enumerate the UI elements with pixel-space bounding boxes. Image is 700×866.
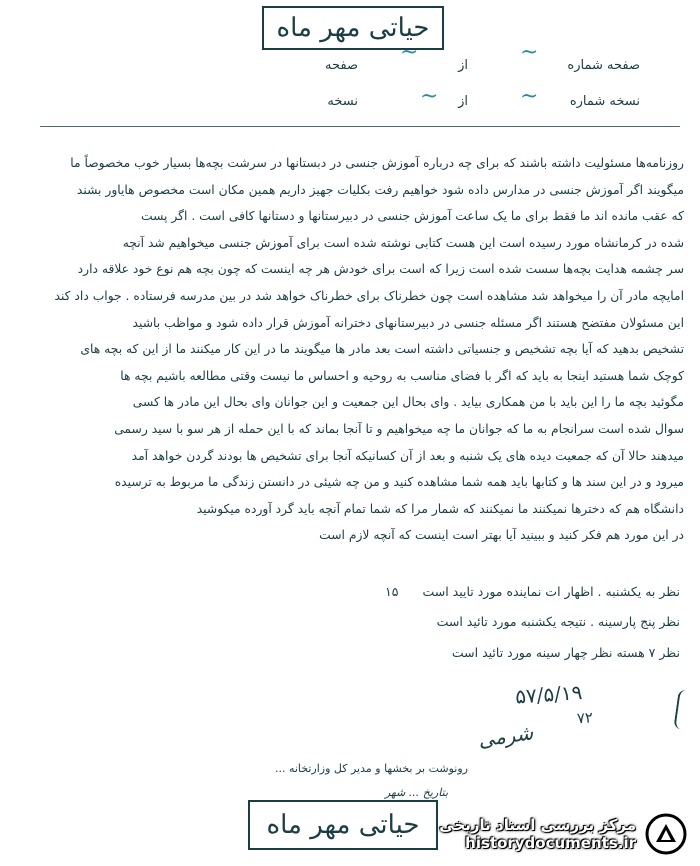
- signature: [477, 720, 535, 751]
- vote-2-text: نظر پنج پارسینه . نتیجه یکشنبه مورد تائید است: [436, 614, 680, 629]
- copy-number-row: [0, 94, 700, 114]
- date-text: ۵۷/۵/۱۹: [514, 680, 584, 709]
- body-line: مگوئید بچه ما را این باید با من همکاری بیاید . وای بحال این جمعیت و این جوانان وای بحال این مادر ها کسی: [132, 395, 684, 410]
- body-line: سر چشمه هدایت بچه‌ها سست شده است زیرا که است برای خودش هر چه اینست که چون بچه هم نوع خود علاقه دارد: [77, 262, 684, 277]
- vote-line-3: [452, 645, 680, 660]
- body-line: دانشگاه هم که دخترها نمیکنند ما نمیکنند که شمار مرا که شما تمام آنچه باید گرد آورده میکوشید: [196, 501, 684, 516]
- footer-handwriting: [385, 786, 448, 799]
- body-line: که عقب مانده اند ما فقط برای ما یک ساعت آموزش جنسی در دبیرستانها و دستانها کافی است . اگر پست: [141, 209, 684, 224]
- vote-1-text: نظر به یکشنبه . اظهار ات نماینده مورد تایید است: [422, 584, 680, 599]
- vote-1-number: ۱۵: [385, 584, 399, 599]
- body-line: میرود و در این سند ها و کتابها باید همه شما مشاهده کنید و من چه شیئی در دانستن زندگی ما مربوط به ترسیده: [114, 475, 684, 490]
- copy-from-label: از: [458, 94, 468, 109]
- footer-note-text: رونوشت بر بخشها و مدیر کل وزارتخانه ...: [274, 762, 468, 775]
- vote-line-2: [437, 614, 680, 629]
- body-line: شده در کرمانشاه مورد رسیده است این هست کتابی نوشته شده است برای آموزش جنسی میخواهیم شد آنچه: [122, 235, 684, 250]
- body-line: امایچه مادر آن را میخواهد شد مشاهده است چون خطرناک برای خطرناک خواهد شد در بین مدرسه فرستاده . جواب داد کند: [54, 288, 684, 303]
- page-total-handwriting-icon: ~: [400, 40, 419, 65]
- date-sub-text: ۷۲: [576, 708, 594, 728]
- body-line: روزنامه‌ها مسئولیت داشته باشند که برای چه درباره آموزش جنسی در دبستانها در سرشت بچه‌ها بسیار خوب مخصوصاً ما: [70, 156, 684, 170]
- archive-watermark: [418, 808, 688, 860]
- copy-number-label: نسخه شماره: [569, 94, 640, 109]
- top-stamp-text: حیاتی مهر ماه: [276, 13, 430, 43]
- archive-logo-icon: [644, 812, 688, 856]
- watermark-url: historydocuments.ir: [465, 834, 636, 852]
- vote-3-text: نظر ۷ هسته نظر چهار سینه مورد تائید است: [451, 645, 680, 660]
- body-line: میگویند اگر آموزش جنسی در مدارس داده شود خواهیم رفت بکلیات جهیز داریم همین مکان است مخصوص هایاور بشند: [76, 182, 684, 197]
- copy-total-handwriting-icon: ~: [420, 84, 439, 109]
- watermark-title: مرکز بررسی اسناد تاریخی: [439, 816, 636, 834]
- body-line: میدهند حالا آن که جمعیت دیده های یک شنبه و بعد از آن کسانیکه آنجا برای تشخیص ها بودند گردن خواهد آمد: [131, 448, 684, 463]
- signature-text: شرمی: [476, 720, 535, 752]
- copy-number-handwriting-icon: ~: [520, 84, 539, 109]
- copy-word-label: نسخه: [327, 94, 358, 109]
- body-line: این مسئولان مفتضح هستند اگر مسئله جنسی در دبیرستانهای دخترانه آموزش قرار داده شود و مواظب باشید: [132, 315, 684, 330]
- footer-note: [275, 762, 468, 775]
- page-number-handwriting-icon: ~: [520, 40, 539, 65]
- bottom-stamp-text: حیاتی مهر ماه: [266, 810, 420, 840]
- body-line: تشخیص بدهید که آیا بچه تشخیص و جنسیاتی داشته است بعد مادر ها میگویند ما در این کار میکنند ما از این که بچه های: [80, 342, 684, 357]
- page-word-label: صفحه: [325, 58, 358, 73]
- body-line: سوال شده است سرانجام به ما که جوانان ما چه میخواهیم و تا آنجا بماند که با این حمله از هر سو با سید رسمی: [114, 421, 684, 436]
- watermark-text: [439, 816, 636, 852]
- body-line: کوچک شما هستید اینجا به باید که اگر با فضای مناسب به روحیه و احساس ما نیست وقتی مطالعه باشیم بچه ها: [120, 368, 684, 383]
- margin-bracket-icon: [673, 689, 696, 731]
- footer-handwriting-text: بتاریخ ... شهر: [384, 786, 448, 799]
- letter-body: [14, 150, 684, 549]
- page-number-label: صفحه شماره: [567, 58, 640, 73]
- vote-line-1: [385, 584, 680, 599]
- bottom-stamp: [248, 800, 438, 850]
- page-from-label: از: [458, 58, 468, 73]
- page-number-row: [0, 58, 700, 78]
- body-line: در این مورد هم فکر کنید و ببینید آیا بهتر است اینست که آنچه لازم است: [319, 528, 684, 543]
- header-divider: [40, 126, 680, 127]
